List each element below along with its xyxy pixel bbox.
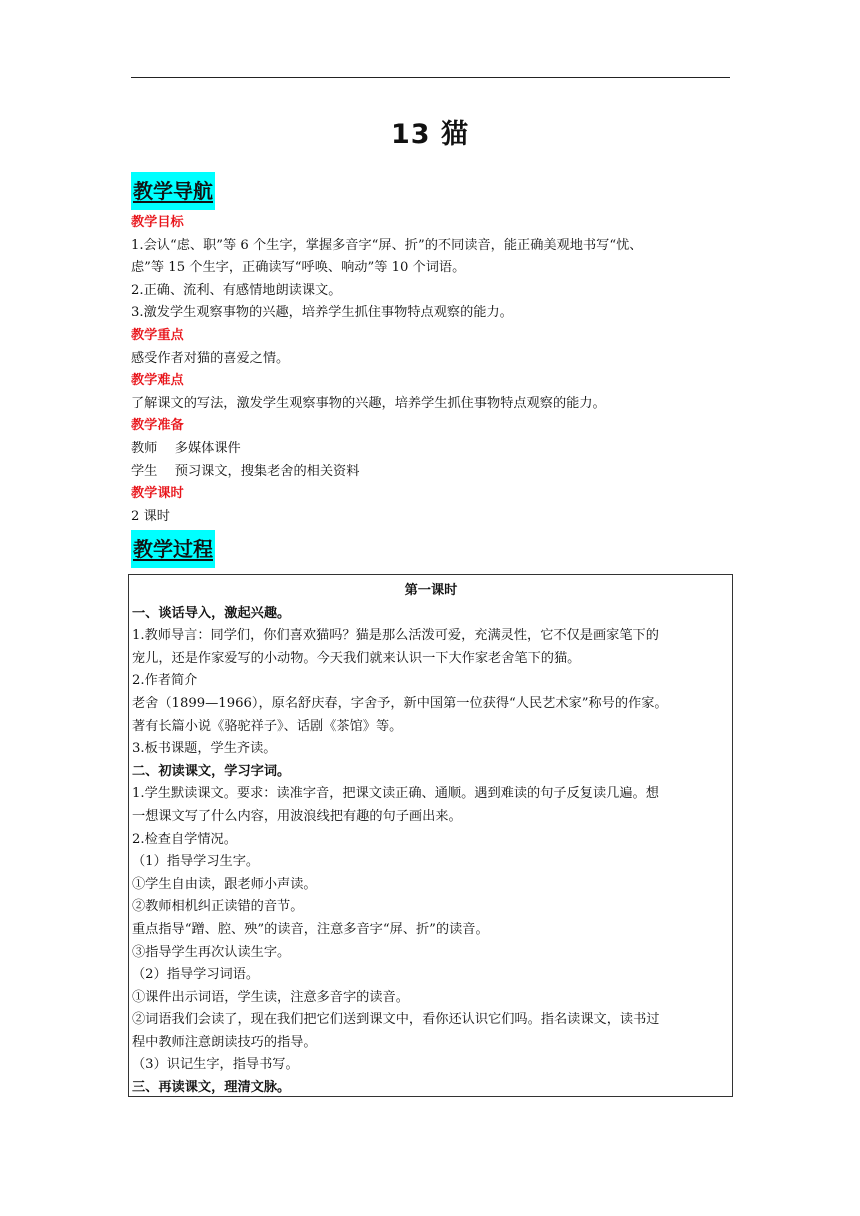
lesson-line: ③指导学生再次认读生字。 — [132, 944, 291, 960]
lesson-title: 第一课时 — [404, 583, 458, 598]
key-text: 感受作者对猫的喜爱之情。 — [131, 350, 290, 366]
lesson-line: 2.检查自学情况。 — [132, 831, 237, 847]
lesson-line: ②词语我们会读了，现在我们把它们送到课文中，看你还认识它们吗。指名读课文，读书过 — [132, 1012, 660, 1028]
lesson-line: （1）指导学习生字。 — [132, 854, 260, 870]
lesson-step-heading: 一、谈话导入，激起兴趣。 — [132, 605, 291, 621]
lesson-line: 著有长篇小说《骆驼祥子》、话剧《茶馆》等。 — [132, 718, 403, 734]
difficulty-text: 了解课文的写法，激发学生观察事物的兴趣，培养学生抓住事物特点观察的能力。 — [131, 395, 606, 411]
page-title: 13 猫 — [391, 119, 469, 150]
goals-label: 教学目标 — [131, 215, 184, 230]
goal-line: 3.激发学生观察事物的兴趣，培养学生抓住事物特点观察的能力。 — [131, 305, 513, 321]
lesson-line: 一想课文写了什么内容，用波浪线把有趣的句子画出来。 — [132, 808, 462, 824]
hours-text: 2 课时 — [131, 508, 170, 524]
prep-teacher: 教师 多媒体课件 — [131, 440, 241, 456]
hours-label: 教学课时 — [131, 486, 184, 502]
teaching-nav-section — [131, 172, 731, 528]
goal-line: 2.正确、流利、有感情地朗读课文。 — [131, 282, 342, 298]
goal-line: 虑”等 15 个生字，正确读写“呼唤、响动”等 10 个词语。 — [131, 260, 466, 276]
lesson-line: 重点指导“蹭、腔、殃”的读音，注意多音字“屏、折”的读音。 — [132, 921, 489, 937]
lesson-line: （2）指导学习词语。 — [132, 967, 260, 983]
lesson-line: ①课件出示词语，学生读，注意多音字的读音。 — [132, 989, 409, 1005]
header-rule — [131, 77, 730, 78]
lesson-line: 2.作者简介 — [132, 673, 198, 689]
lesson-table — [128, 574, 733, 1097]
lesson-line: 1.教师导言：同学们，你们喜欢猫吗？猫是那么活泼可爱，充满灵性，它不仅是画家笔下的 — [132, 628, 659, 644]
goal-line: 1.会认“虑、职”等 6 个生字，掌握多音字“屏、折”的不同读音，能正确美观地书写“忧、 — [131, 237, 643, 253]
section-heading-process: 教学过程 — [131, 530, 215, 568]
lesson-lines — [132, 603, 730, 1100]
difficulty-label: 教学难点 — [131, 373, 184, 389]
teaching-process-section — [131, 530, 215, 570]
lesson-line: 程中教师注意朗读技巧的指导。 — [132, 1034, 317, 1050]
section-heading-nav: 教学导航 — [131, 172, 215, 210]
lesson-line: ①学生自由读，跟老师小声读。 — [132, 876, 317, 892]
lesson-line: 宠儿，还是作家爱写的小动物。今天我们就来认识一下大作家老舍笔下的猫。 — [132, 650, 581, 666]
prep-student: 学生 预习课文，搜集老舍的相关资料 — [131, 463, 360, 479]
lesson-line: ②教师相机纠正读错的音节。 — [132, 899, 304, 915]
lesson-step-heading: 三、再读课文，理清文脉。 — [132, 1080, 291, 1096]
lesson-line: 3.板书课题，学生齐读。 — [132, 741, 277, 757]
lesson-line: 1.学生默读课文。要求：读准字音，把课文读正确、通顺。遇到难读的句子反复读几遍。想 — [132, 786, 659, 802]
lesson-line: 老舍（1899—1966），原名舒庆春，字舍予，新中国第一位获得“人民艺术家”称号的作家。 — [132, 695, 668, 711]
lesson-line: （3）识记生字，指导书写。 — [132, 1057, 299, 1073]
key-label: 教学重点 — [131, 327, 184, 343]
prep-label: 教学准备 — [131, 418, 184, 434]
lesson-step-heading: 二、初读课文，学习字词。 — [132, 763, 291, 779]
